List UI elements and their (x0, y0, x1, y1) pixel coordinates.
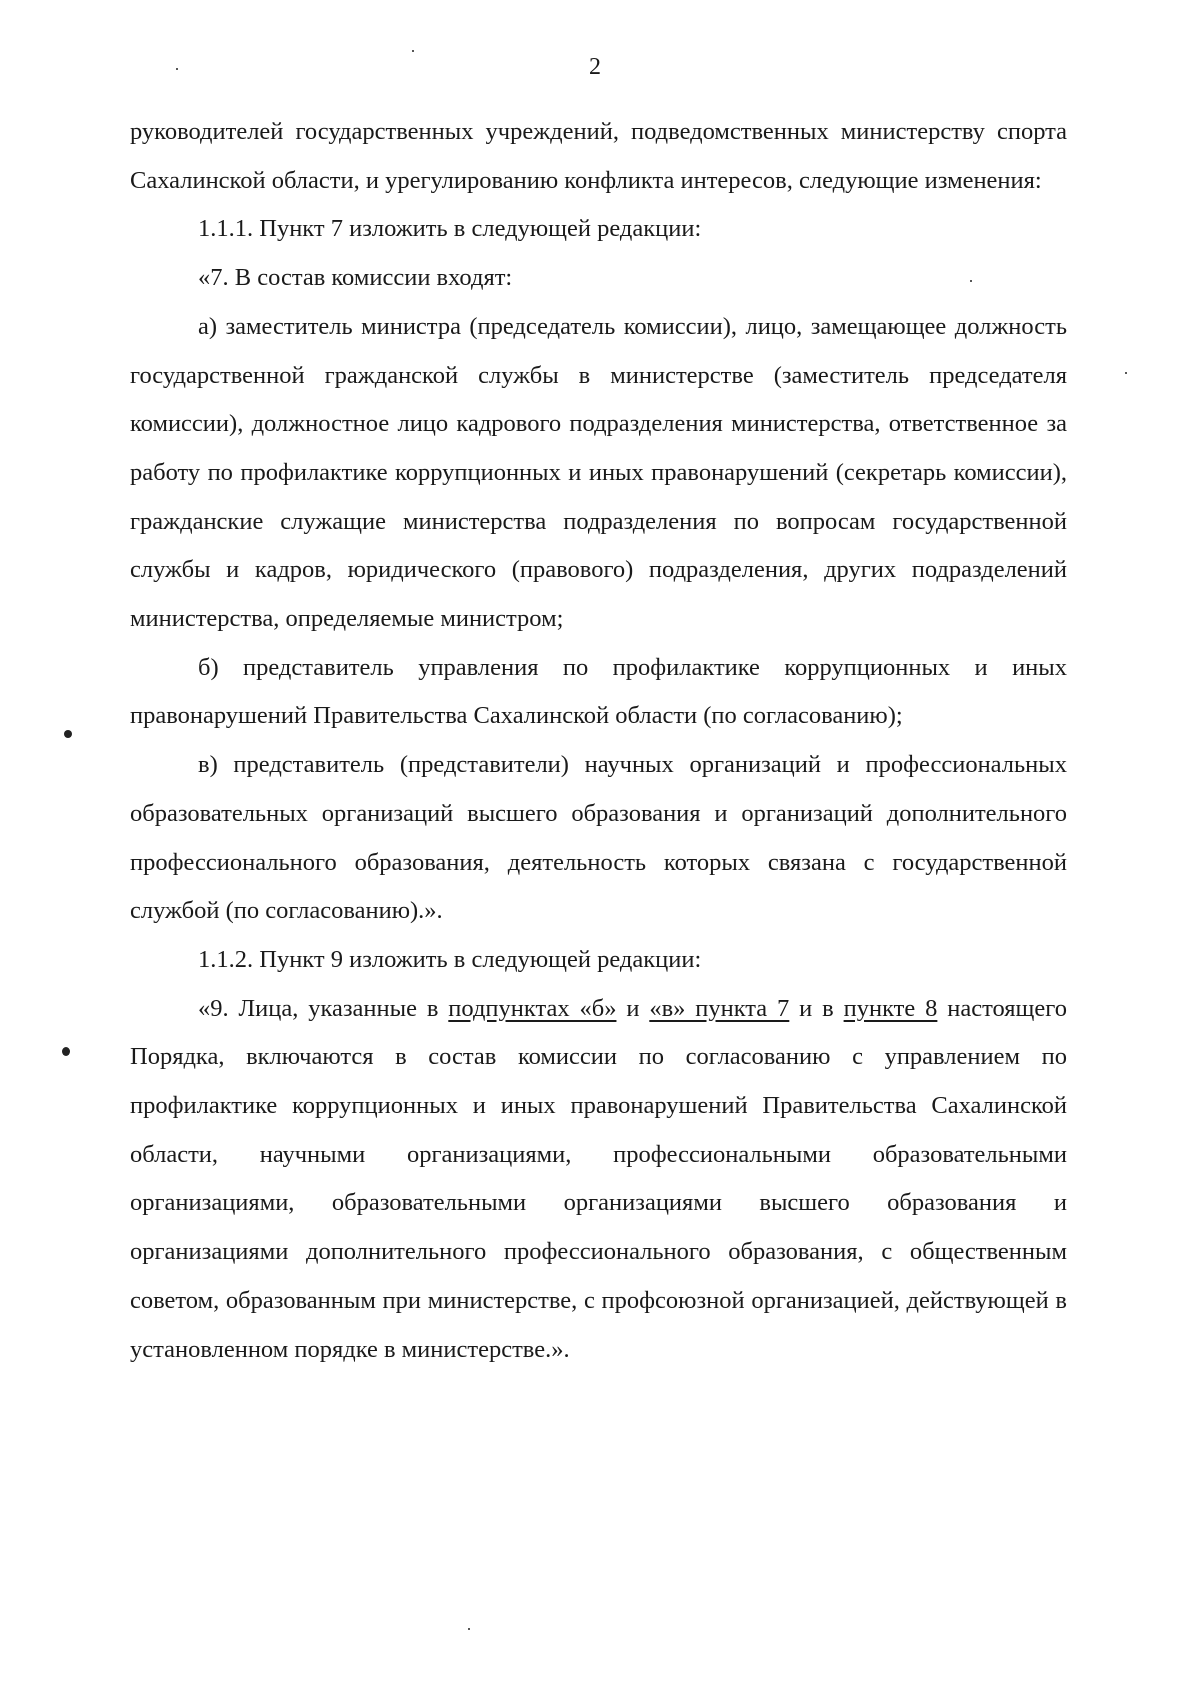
paragraph-1-1-2: 1.1.2. Пункт 9 изложить в следующей редакции: (198, 945, 702, 973)
paragraph-item-9-text-4: настоящего Порядка, включаются в состав комиссии по согласованию с управлением по профилактике коррупционных и иных правонарушений Правительства Сахалинской области, научными организациями, профессиональными образовательными организациями, образовательными организациями высшего образования и организациями дополнительного профессионального образования, с общественным советом, образованным при министерстве, с профсоюзной организацией, действующей в установленном порядке в министерстве.». (130, 994, 1067, 1363)
paragraph-item-9 (130, 985, 1067, 1375)
paragraph-item-7: «7. В состав комиссии входят: (198, 264, 513, 292)
paragraph-item-9-text-3: и в (789, 994, 844, 1022)
scan-speck (412, 50, 414, 52)
paragraph-subitem-b: б) представитель управления по профилактике коррупционных и иных правонарушений Правительства Сахалинской области (по согласованию); (130, 653, 1067, 730)
page-number: 2 (589, 54, 601, 80)
paragraph-item-9-text-2: и (616, 994, 650, 1022)
scan-speck (62, 1047, 70, 1056)
scan-speck (176, 68, 178, 70)
scan-speck (970, 280, 972, 282)
document-body (130, 108, 1067, 1374)
paragraph-subitem-v: в) представитель (представители) научных организаций и профессиональных образовательных организаций высшего образования и организаций дополнительного профессионального образования, деятельность которых связана с государственной службой (по согласованию).». (130, 751, 1067, 925)
paragraph-subitem-a: а) заместитель министра (председатель комиссии), лицо, замещающее должность государственной гражданской службы в министерстве (заместитель председателя комиссии), должностное лицо кадрового подразделения министерства, ответственное за работу по профилактике коррупционных и иных правонарушений (секретарь комиссии), гражданские служащие министерства подразделения по вопросам государственной службы и кадров, юридического (правового) подразделения, других подразделений министерства, определяемые министром; (130, 312, 1067, 633)
paragraph-item-9-text-1: «9. Лица, указанные в (198, 994, 449, 1022)
paragraph-continuation: руководителей государственных учреждений, подведомственных министерству спорта Сахалинской области, и урегулированию конфликта интересов, следующие изменения: (130, 118, 1067, 194)
scan-speck (468, 1628, 470, 1630)
reference-link-item-7[interactable]: «в» пункта 7 (649, 994, 790, 1022)
scan-speck (64, 730, 72, 738)
reference-link-subitems[interactable]: подпунктах «б» (448, 994, 617, 1022)
scan-speck (1125, 372, 1127, 374)
paragraph-1-1-1: 1.1.1. Пункт 7 изложить в следующей редакции: (198, 215, 702, 243)
reference-link-item-8[interactable]: пункте 8 (843, 994, 938, 1022)
